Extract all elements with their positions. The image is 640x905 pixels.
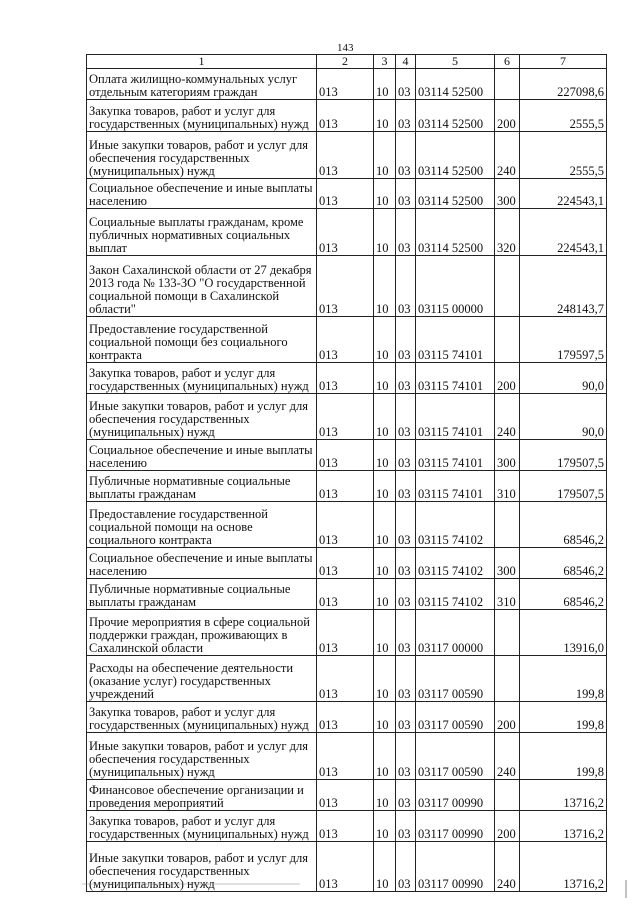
subsection-cell: 03 bbox=[396, 394, 416, 440]
row-name-cell: Социальное обеспечение и иные выплаты населению bbox=[87, 179, 317, 209]
kvsr-cell: 013 bbox=[317, 811, 374, 842]
amount-cell: 199,8 bbox=[520, 656, 607, 702]
section-cell: 10 bbox=[374, 502, 396, 548]
page-number: 143 bbox=[337, 42, 354, 54]
target-article-cell: 03114 52500 bbox=[416, 209, 495, 256]
table-row bbox=[87, 780, 607, 811]
header-cell: 1 bbox=[87, 55, 317, 69]
section-cell: 10 bbox=[374, 656, 396, 702]
subsection-cell: 03 bbox=[396, 733, 416, 780]
amount-cell: 179507,5 bbox=[520, 440, 607, 471]
section-cell: 10 bbox=[374, 610, 396, 656]
expense-type-cell: 300 bbox=[495, 548, 520, 579]
amount-cell: 90,0 bbox=[520, 394, 607, 440]
target-article-cell: 03115 74102 bbox=[416, 548, 495, 579]
subsection-cell: 03 bbox=[396, 811, 416, 842]
section-cell: 10 bbox=[374, 69, 396, 100]
table-row bbox=[87, 179, 607, 209]
table-row bbox=[87, 702, 607, 733]
table-row bbox=[87, 394, 607, 440]
kvsr-cell: 013 bbox=[317, 363, 374, 394]
subsection-cell: 03 bbox=[396, 780, 416, 811]
header-cell: 2 bbox=[317, 55, 374, 69]
header-cell: 4 bbox=[396, 55, 416, 69]
target-article-cell: 03117 00000 bbox=[416, 610, 495, 656]
row-name-cell: Предоставление государственной социальной помощи без социального контракта bbox=[87, 317, 317, 363]
expense-type-cell bbox=[495, 256, 520, 317]
row-name-cell: Закупка товаров, работ и услуг для государственных (муниципальных) нужд bbox=[87, 702, 317, 733]
target-article-cell: 03114 52500 bbox=[416, 100, 495, 132]
subsection-cell: 03 bbox=[396, 471, 416, 502]
row-name-cell: Закупка товаров, работ и услуг для государственных (муниципальных) нужд bbox=[87, 100, 317, 132]
kvsr-cell: 013 bbox=[317, 656, 374, 702]
kvsr-cell: 013 bbox=[317, 317, 374, 363]
target-article-cell: 03115 74101 bbox=[416, 440, 495, 471]
subsection-cell: 03 bbox=[396, 440, 416, 471]
target-article-cell: 03115 74101 bbox=[416, 317, 495, 363]
subsection-cell: 03 bbox=[396, 842, 416, 892]
subsection-cell: 03 bbox=[396, 610, 416, 656]
expense-type-cell: 310 bbox=[495, 471, 520, 502]
amount-cell: 199,8 bbox=[520, 733, 607, 780]
section-cell: 10 bbox=[374, 209, 396, 256]
target-article-cell: 03117 00590 bbox=[416, 733, 495, 780]
target-article-cell: 03115 74102 bbox=[416, 579, 495, 610]
target-article-cell: 03117 00590 bbox=[416, 702, 495, 733]
row-name-cell: Публичные нормативные социальные выплаты гражданам bbox=[87, 471, 317, 502]
row-name-cell: Социальное обеспечение и иные выплаты населению bbox=[87, 440, 317, 471]
kvsr-cell: 013 bbox=[317, 579, 374, 610]
kvsr-cell: 013 bbox=[317, 702, 374, 733]
kvsr-cell: 013 bbox=[317, 733, 374, 780]
kvsr-cell: 013 bbox=[317, 440, 374, 471]
expense-type-cell bbox=[495, 69, 520, 100]
table-header-row bbox=[87, 55, 607, 69]
expense-type-cell bbox=[495, 502, 520, 548]
target-article-cell: 03115 00000 bbox=[416, 256, 495, 317]
budget-table bbox=[86, 54, 607, 892]
subsection-cell: 03 bbox=[396, 100, 416, 132]
kvsr-cell: 013 bbox=[317, 842, 374, 892]
table-row bbox=[87, 471, 607, 502]
amount-cell: 68546,2 bbox=[520, 579, 607, 610]
row-name-cell: Закон Сахалинской области от 27 декабря 2013 года № 133-ЗО "О государственной социальной помощи в Сахалинской области" bbox=[87, 256, 317, 317]
expense-type-cell: 240 bbox=[495, 394, 520, 440]
section-cell: 10 bbox=[374, 179, 396, 209]
expense-type-cell bbox=[495, 317, 520, 363]
section-cell: 10 bbox=[374, 842, 396, 892]
kvsr-cell: 013 bbox=[317, 502, 374, 548]
amount-cell: 227098,6 bbox=[520, 69, 607, 100]
expense-type-cell bbox=[495, 610, 520, 656]
row-name-cell: Иные закупки товаров, работ и услуг для обеспечения государственных (муниципальных) нужд bbox=[87, 733, 317, 780]
subsection-cell: 03 bbox=[396, 179, 416, 209]
section-cell: 10 bbox=[374, 733, 396, 780]
table-row bbox=[87, 811, 607, 842]
expense-type-cell: 240 bbox=[495, 733, 520, 780]
amount-cell: 68546,2 bbox=[520, 548, 607, 579]
row-name-cell: Финансовое обеспечение организации и проведения мероприятий bbox=[87, 780, 317, 811]
kvsr-cell: 013 bbox=[317, 132, 374, 179]
table-row bbox=[87, 733, 607, 780]
section-cell: 10 bbox=[374, 579, 396, 610]
kvsr-cell: 013 bbox=[317, 610, 374, 656]
row-name-cell: Социальное обеспечение и иные выплаты населению bbox=[87, 548, 317, 579]
expense-type-cell: 300 bbox=[495, 179, 520, 209]
subsection-cell: 03 bbox=[396, 69, 416, 100]
target-article-cell: 03117 00990 bbox=[416, 842, 495, 892]
amount-cell: 224543,1 bbox=[520, 179, 607, 209]
expense-type-cell: 240 bbox=[495, 842, 520, 892]
amount-cell: 13716,2 bbox=[520, 842, 607, 892]
expense-type-cell: 320 bbox=[495, 209, 520, 256]
target-article-cell: 03115 74101 bbox=[416, 471, 495, 502]
header-cell: 7 bbox=[520, 55, 607, 69]
subsection-cell: 03 bbox=[396, 548, 416, 579]
kvsr-cell: 013 bbox=[317, 256, 374, 317]
target-article-cell: 03114 52500 bbox=[416, 132, 495, 179]
target-article-cell: 03117 00990 bbox=[416, 780, 495, 811]
amount-cell: 68546,2 bbox=[520, 502, 607, 548]
table-row bbox=[87, 440, 607, 471]
kvsr-cell: 013 bbox=[317, 394, 374, 440]
bottom-scan-lines bbox=[0, 880, 640, 900]
table-row bbox=[87, 610, 607, 656]
kvsr-cell: 013 bbox=[317, 69, 374, 100]
header-cell: 3 bbox=[374, 55, 396, 69]
amount-cell: 13716,2 bbox=[520, 811, 607, 842]
table-row bbox=[87, 548, 607, 579]
table-row bbox=[87, 656, 607, 702]
section-cell: 10 bbox=[374, 702, 396, 733]
target-article-cell: 03114 52500 bbox=[416, 179, 495, 209]
subsection-cell: 03 bbox=[396, 502, 416, 548]
section-cell: 10 bbox=[374, 256, 396, 317]
table-body bbox=[87, 69, 607, 892]
expense-type-cell: 200 bbox=[495, 100, 520, 132]
expense-type-cell bbox=[495, 780, 520, 811]
kvsr-cell: 013 bbox=[317, 209, 374, 256]
subsection-cell: 03 bbox=[396, 317, 416, 363]
section-cell: 10 bbox=[374, 394, 396, 440]
kvsr-cell: 013 bbox=[317, 780, 374, 811]
section-cell: 10 bbox=[374, 317, 396, 363]
section-cell: 10 bbox=[374, 132, 396, 179]
target-article-cell: 03115 74101 bbox=[416, 394, 495, 440]
row-name-cell: Публичные нормативные социальные выплаты гражданам bbox=[87, 579, 317, 610]
expense-type-cell: 200 bbox=[495, 363, 520, 394]
row-name-cell: Иные закупки товаров, работ и услуг для обеспечения государственных (муниципальных) нужд bbox=[87, 132, 317, 179]
target-article-cell: 03114 52500 bbox=[416, 69, 495, 100]
table-row bbox=[87, 100, 607, 132]
subsection-cell: 03 bbox=[396, 209, 416, 256]
header-cell: 5 bbox=[416, 55, 495, 69]
section-cell: 10 bbox=[374, 548, 396, 579]
kvsr-cell: 013 bbox=[317, 548, 374, 579]
table-row bbox=[87, 579, 607, 610]
amount-cell: 13716,2 bbox=[520, 780, 607, 811]
table-row bbox=[87, 363, 607, 394]
subsection-cell: 03 bbox=[396, 702, 416, 733]
target-article-cell: 03115 74102 bbox=[416, 502, 495, 548]
table-row bbox=[87, 209, 607, 256]
expense-type-cell: 310 bbox=[495, 579, 520, 610]
amount-cell: 13916,0 bbox=[520, 610, 607, 656]
subsection-cell: 03 bbox=[396, 579, 416, 610]
target-article-cell: 03117 00590 bbox=[416, 656, 495, 702]
amount-cell: 224543,1 bbox=[520, 209, 607, 256]
row-name-cell: Иные закупки товаров, работ и услуг для обеспечения государственных (муниципальных) нужд bbox=[87, 394, 317, 440]
row-name-cell: Прочие мероприятия в сфере социальной поддержки граждан, проживающих в Сахалинской области bbox=[87, 610, 317, 656]
amount-cell: 2555,5 bbox=[520, 132, 607, 179]
expense-type-cell: 300 bbox=[495, 440, 520, 471]
section-cell: 10 bbox=[374, 100, 396, 132]
section-cell: 10 bbox=[374, 780, 396, 811]
subsection-cell: 03 bbox=[396, 656, 416, 702]
amount-cell: 2555,5 bbox=[520, 100, 607, 132]
table-row bbox=[87, 502, 607, 548]
row-name-cell: Социальные выплаты гражданам, кроме публичных нормативных социальных выплат bbox=[87, 209, 317, 256]
subsection-cell: 03 bbox=[396, 363, 416, 394]
amount-cell: 90,0 bbox=[520, 363, 607, 394]
table-row bbox=[87, 69, 607, 100]
expense-type-cell: 240 bbox=[495, 132, 520, 179]
kvsr-cell: 013 bbox=[317, 179, 374, 209]
target-article-cell: 03117 00990 bbox=[416, 811, 495, 842]
kvsr-cell: 013 bbox=[317, 471, 374, 502]
amount-cell: 199,8 bbox=[520, 702, 607, 733]
row-name-cell: Оплата жилищно-коммунальных услуг отдельным категориям граждан bbox=[87, 69, 317, 100]
amount-cell: 179507,5 bbox=[520, 471, 607, 502]
row-name-cell: Иные закупки товаров, работ и услуг для обеспечения государственных (муниципальных) нужд bbox=[87, 842, 317, 892]
table-row bbox=[87, 132, 607, 179]
kvsr-cell: 013 bbox=[317, 100, 374, 132]
expense-type-cell: 200 bbox=[495, 702, 520, 733]
expense-type-cell bbox=[495, 656, 520, 702]
section-cell: 10 bbox=[374, 811, 396, 842]
section-cell: 10 bbox=[374, 471, 396, 502]
header-cell: 6 bbox=[495, 55, 520, 69]
section-cell: 10 bbox=[374, 440, 396, 471]
amount-cell: 248143,7 bbox=[520, 256, 607, 317]
amount-cell: 179597,5 bbox=[520, 317, 607, 363]
subsection-cell: 03 bbox=[396, 256, 416, 317]
expense-type-cell: 200 bbox=[495, 811, 520, 842]
target-article-cell: 03115 74101 bbox=[416, 363, 495, 394]
row-name-cell: Предоставление государственной социальной помощи на основе социального контракта bbox=[87, 502, 317, 548]
row-name-cell: Закупка товаров, работ и услуг для государственных (муниципальных) нужд bbox=[87, 363, 317, 394]
row-name-cell: Закупка товаров, работ и услуг для государственных (муниципальных) нужд bbox=[87, 811, 317, 842]
row-name-cell: Расходы на обеспечение деятельности (оказание услуг) государственных учреждений bbox=[87, 656, 317, 702]
subsection-cell: 03 bbox=[396, 132, 416, 179]
table-row bbox=[87, 256, 607, 317]
table-row bbox=[87, 317, 607, 363]
section-cell: 10 bbox=[374, 363, 396, 394]
